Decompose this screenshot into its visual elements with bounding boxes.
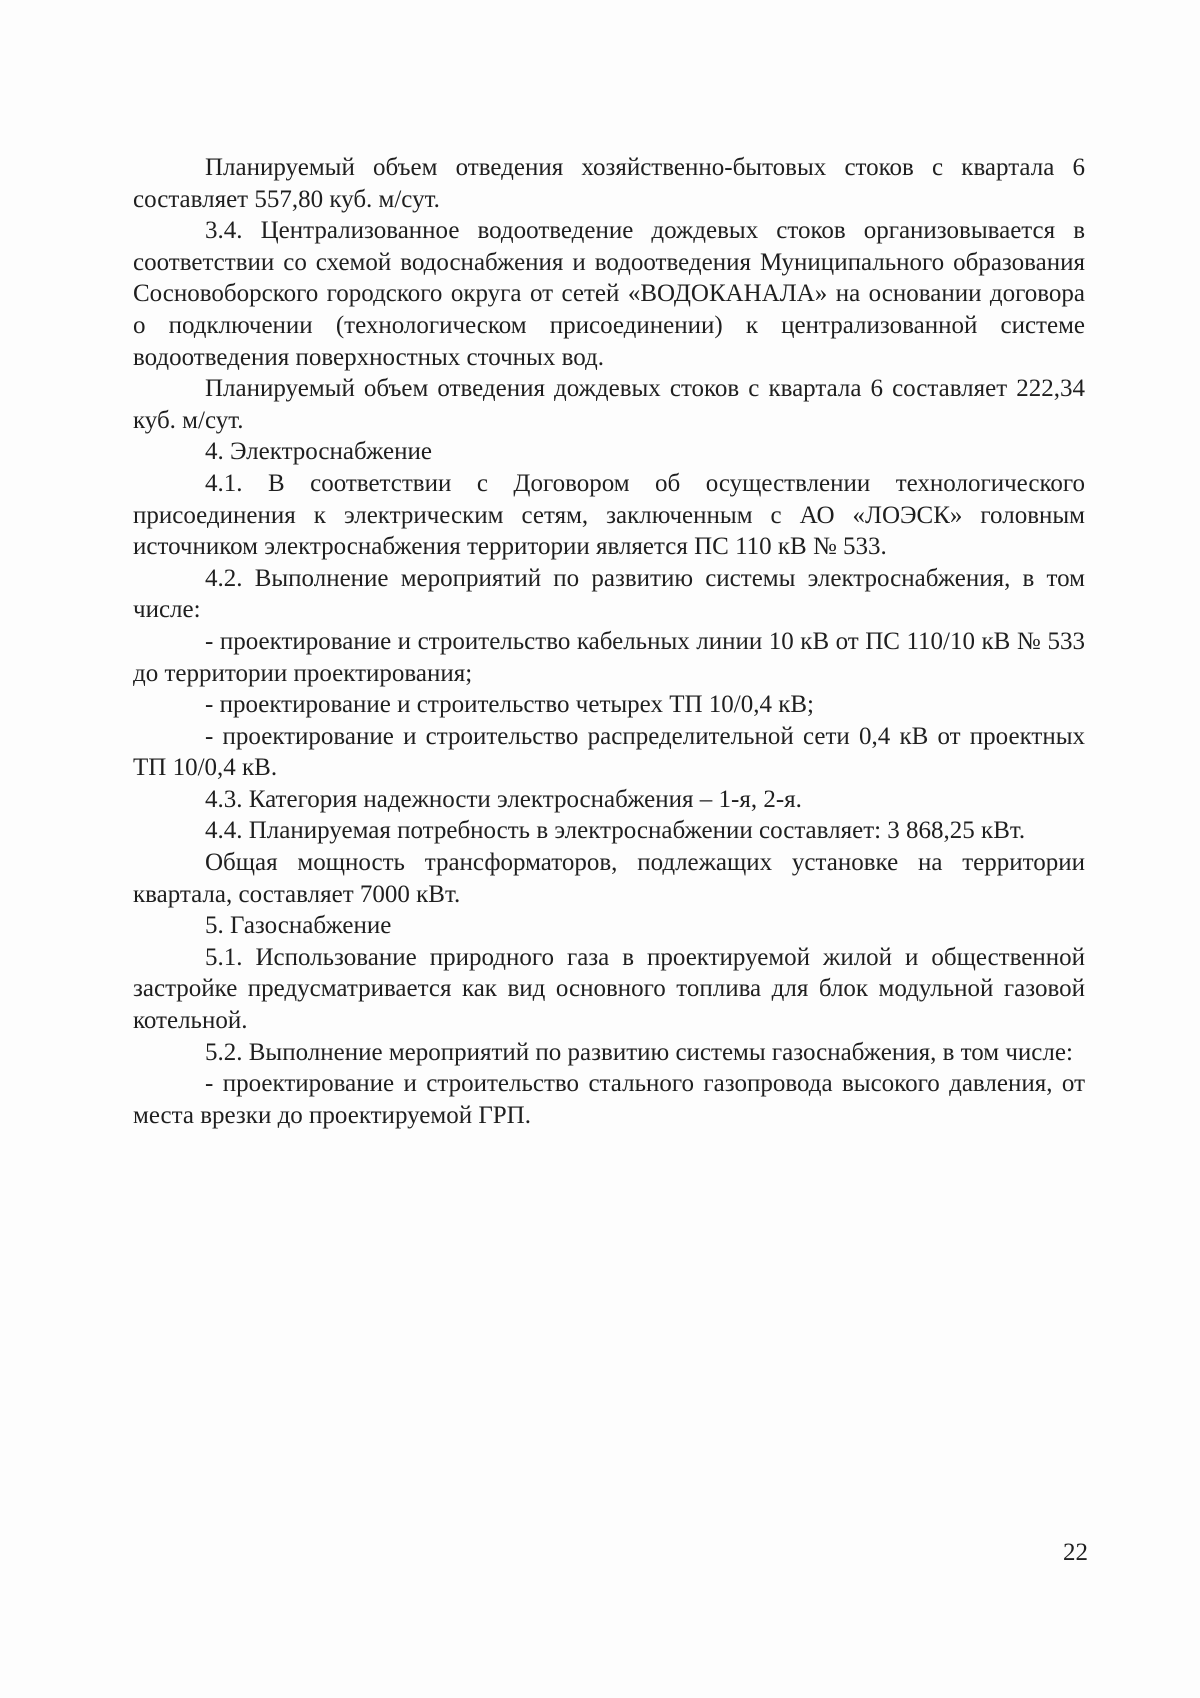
paragraph-transformer-capacity: Общая мощность трансформаторов, подлежащих установке на территории квартала, составляет 7000 кВт. bbox=[133, 849, 1085, 908]
paragraph-reliability-category: 4.3. Категория надежности электроснабжения – 1-я, 2-я. bbox=[205, 785, 802, 813]
list-item-cable-lines: - проектирование и строительство кабельных линии 10 кВ от ПС 110/10 кВ № 533 до территории проектирования; bbox=[133, 627, 1085, 687]
paragraph-power-measures: 4.2. Выполнение мероприятий по развитию системы электроснабжения, в том числе: bbox=[133, 564, 1085, 624]
list-item-distribution-network: - проектирование и строительство распределительной сети 0,4 кВ от проектных ТП 10/0,4 кВ. bbox=[133, 722, 1085, 782]
section-heading-gas-supply: 5. Газоснабжение bbox=[205, 912, 392, 940]
paragraph-gas-measures: 5.2. Выполнение мероприятий по развитию системы газоснабжения, в том числе: bbox=[205, 1038, 1073, 1066]
section-heading-power-supply: 4. Электроснабжение bbox=[205, 438, 432, 466]
document-body bbox=[133, 152, 1085, 1131]
list-item-transformer-stations: - проектирование и строительство четырех ТП 10/0,4 кВ; bbox=[205, 691, 814, 719]
page-number: 22 bbox=[1063, 1539, 1088, 1566]
paragraph-stormwater-drainage: 3.4. Централизованное водоотведение дождевых стоков организовывается в соответствии со схемой водоснабжения и водоотведения Муниципального образования Сосновоборского городского округа от сетей «ВОДОКАНАЛА» на основании договора о подключении (технологическом присоединении) к централизованной системе водоотведения поверхностных сточных вод. bbox=[133, 217, 1085, 371]
paragraph-power-source: 4.1. В соответствии с Договором об осуществлении технологического присоединения к электрическим сетям, заключенным с АО «ЛОЭСК» головным источником электроснабжения территории является ПС 110 кВ № 533. bbox=[133, 469, 1085, 561]
paragraph-household-sewage-volume: Планируемый объем отведения хозяйственно-бытовых стоков с квартала 6 составляет 557,80 куб. м/сут. bbox=[133, 154, 1085, 213]
paragraph-power-demand: 4.4. Планируемая потребность в электроснабжении составляет: 3 868,25 кВт. bbox=[205, 817, 1026, 845]
list-item-gas-pipeline: - проектирование и строительство стального газопровода высокого давления, от места врезки до проектируемой ГРП. bbox=[133, 1070, 1085, 1129]
paragraph-natural-gas-use: 5.1. Использование природного газа в проектируемой жилой и общественной застройке предусматривается как вид основного топлива для блок модульной газовой котельной. bbox=[133, 943, 1085, 1035]
paragraph-stormwater-volume: Планируемый объем отведения дождевых стоков с квартала 6 составляет 222,34 куб. м/сут. bbox=[133, 375, 1085, 434]
